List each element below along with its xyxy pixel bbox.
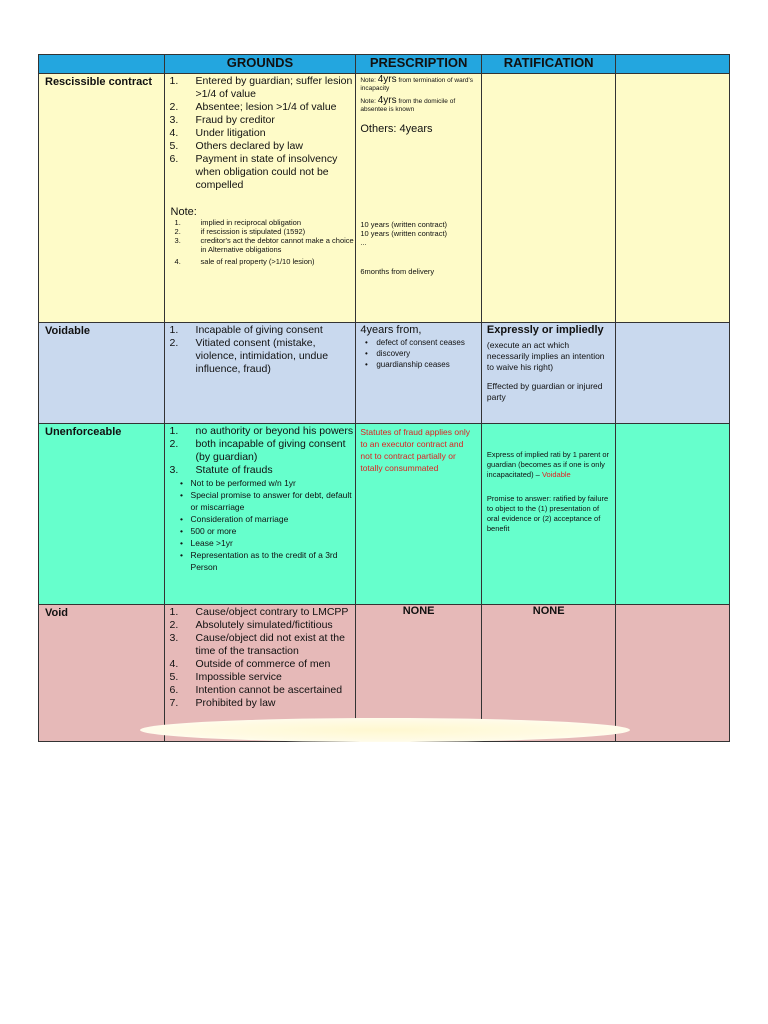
row-unenforceable xyxy=(39,424,730,605)
list-item: 1. Incapable of giving consent xyxy=(169,324,323,336)
prescription-text: Statutes of fraud applies only to an executor contract and not to contract partially or totally consummated xyxy=(360,427,470,473)
list-item: 4. Under litigation xyxy=(169,127,266,139)
prescription-unenforceable xyxy=(356,424,482,605)
list-item: 4. Outside of commerce of men xyxy=(169,658,331,670)
header-ratification: RATIFICATION xyxy=(481,55,616,74)
prescription-note-item: 10 years (written contract) xyxy=(360,229,448,238)
list-item: • defect of consent ceases xyxy=(364,338,465,347)
extra-voidable xyxy=(616,323,730,424)
grounds-unenforceable xyxy=(164,424,356,605)
row-label-rescissible: Rescissible contract xyxy=(39,74,165,323)
extra-void xyxy=(616,605,730,742)
header-empty-left xyxy=(39,55,165,74)
ratification-voidable xyxy=(481,323,616,424)
list-item: • Special promise to answer for debt, default or miscarriage xyxy=(180,490,352,512)
ratification-text: Promise to answer: ratified by failure to object to the (1) presentation of oral evidence or (2) acceptance of benefit xyxy=(486,494,609,533)
header-grounds: GROUNDS xyxy=(164,55,356,74)
header-row xyxy=(39,55,730,74)
grounds-rescissible xyxy=(164,74,356,323)
prescription-note-item: 6months from delivery xyxy=(360,267,435,276)
list-item: 3. Cause/object did not exist at the time of the transaction xyxy=(169,632,345,657)
list-item: 2. Vitiated consent (mistake, violence, intimidation, undue influence, fraud) xyxy=(169,337,329,375)
note-item: 2. if rescission is stipulated (1592) xyxy=(174,227,306,236)
prescription-note-item: 10 years (written contract) xyxy=(360,220,448,229)
row-label-voidable: Voidable xyxy=(39,323,165,424)
ratification-void: NONE xyxy=(481,605,616,742)
note-item: 4. sale of real property (>1/10 lesion) xyxy=(174,257,315,266)
list-item: 7. Prohibited by law xyxy=(169,697,276,709)
prescription-void: NONE xyxy=(356,605,482,742)
prescription-rescissible xyxy=(356,74,482,323)
ratification-title: Expressly or impliedly xyxy=(486,324,604,336)
list-item: 2. Absolutely simulated/fictitious xyxy=(169,619,333,631)
row-label-unenforceable: Unenforceable xyxy=(39,424,165,605)
list-item: 1. no authority or beyond his powers xyxy=(169,425,354,437)
note-item: 3. creditor's act the debtor cannot make a choice in Alternative obligations xyxy=(174,236,354,254)
list-item: • guardianship ceases xyxy=(364,360,450,369)
list-item: • 500 or more xyxy=(180,526,237,536)
note-item: 1. implied in reciprocal obligation xyxy=(174,218,302,227)
prescription-note-1: Note: 4yrs from termination of ward's incapacity xyxy=(360,74,473,92)
prescription-voidable xyxy=(356,323,482,424)
list-item: 6. Payment in state of insolvency when obligation could not be compelled xyxy=(169,153,338,191)
extra-unenforceable xyxy=(616,424,730,605)
list-item: • Lease >1yr xyxy=(180,538,233,548)
header-prescription: PRESCRIPTION xyxy=(356,55,482,74)
row-voidable xyxy=(39,323,730,424)
list-item: 3. Fraud by creditor xyxy=(169,114,275,126)
list-item: 6. Intention cannot be ascertained xyxy=(169,684,343,696)
prescription-note-2: Note: 4yrs from the domicile of absentee is known xyxy=(360,95,456,113)
list-item: 5. Others declared by law xyxy=(169,140,303,152)
ratification-text: Express of implied rati by 1 parent or guardian (becomes as if one is only incapacitated) – Voidable xyxy=(486,450,610,479)
list-item: 2. Absentee; lesion >1/4 of value xyxy=(169,101,337,113)
ratification-rescissible xyxy=(481,74,616,323)
list-item: 3. Statute of frauds xyxy=(169,464,273,476)
prescription-others: Others: 4years xyxy=(360,123,433,135)
ratification-text: Effected by guardian or injured party xyxy=(486,381,603,402)
row-rescissible xyxy=(39,74,730,323)
list-item: • discovery xyxy=(364,349,411,358)
grounds-voidable xyxy=(164,323,356,424)
decorative-shadow xyxy=(140,718,630,742)
row-label-void: Void xyxy=(39,605,165,742)
extra-rescissible xyxy=(616,74,730,323)
list-item: 1. Cause/object contrary to LMCPP xyxy=(169,606,349,618)
prescription-title: 4years from, xyxy=(360,324,422,336)
list-item: • Not to be performed w/n 1yr xyxy=(180,478,296,488)
list-item: 1. Entered by guardian; suffer lesion >1/4 of value xyxy=(169,75,353,100)
list-item: 2. both incapable of giving consent (by guardian) xyxy=(169,438,346,463)
voidable-label: Voidable xyxy=(541,470,571,479)
prescription-note-item: ... xyxy=(360,238,367,247)
ratification-text: (execute an act which necessarily implies an intention to waive his right) xyxy=(486,340,605,372)
list-item: • Representation as to the credit of a 3rd Person xyxy=(180,550,338,572)
contracts-table xyxy=(38,54,730,742)
list-item: • Consideration of marriage xyxy=(180,514,289,524)
header-empty-right xyxy=(616,55,730,74)
ratification-unenforceable xyxy=(481,424,616,605)
note-label: Note: xyxy=(170,206,197,218)
list-item: 5. Impossible service xyxy=(169,671,282,683)
